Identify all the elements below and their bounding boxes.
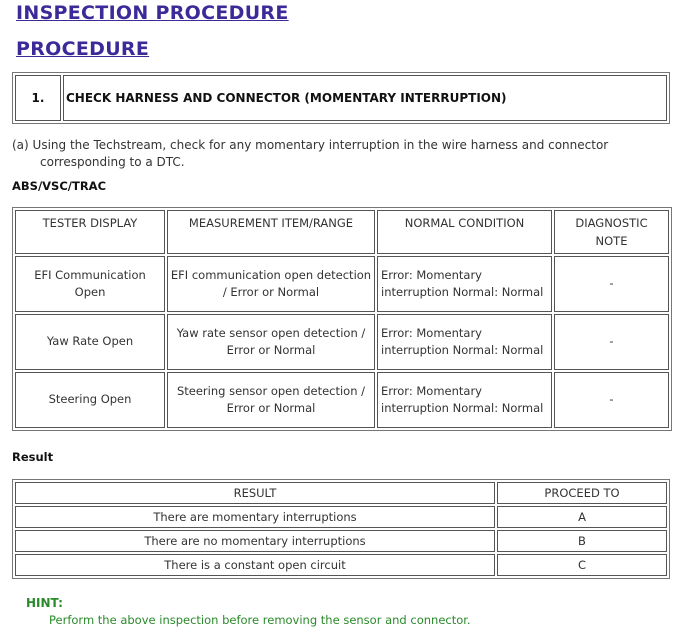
header-normal-condition: NORMAL CONDITION — [377, 210, 552, 254]
cell-note: - — [554, 256, 669, 312]
table-row — [15, 506, 667, 528]
result-table — [12, 479, 670, 579]
cell-display: EFI Communication Open — [15, 256, 165, 312]
hint-text: Perform the above inspection before removing the sensor and connector. — [49, 613, 471, 627]
cell-result: There is a constant open circuit — [15, 554, 495, 576]
cell-measurement: EFI communication open detection / Error or Normal — [167, 256, 375, 312]
cell-proceed: A — [497, 506, 667, 528]
cell-result: There are momentary interruptions — [15, 506, 495, 528]
cell-proceed: B — [497, 530, 667, 552]
inspection-procedure-heading: INSPECTION PROCEDURE — [16, 2, 289, 24]
hint-label: HINT: — [26, 596, 63, 610]
cell-normal: Error: Momentary interruption Normal: Normal — [377, 314, 552, 370]
cell-proceed: C — [497, 554, 667, 576]
cell-note: - — [554, 372, 669, 428]
step-title: CHECK HARNESS AND CONNECTOR (MOMENTARY INTERRUPTION) — [63, 75, 667, 121]
system-label: ABS/VSC/TRAC — [12, 179, 107, 193]
instruction-line-2: corresponding to a DTC. — [40, 155, 185, 169]
procedure-heading: PROCEDURE — [16, 38, 150, 60]
cell-normal: Error: Momentary interruption Normal: Normal — [377, 372, 552, 428]
table-row — [15, 530, 667, 552]
cell-measurement: Steering sensor open detection / Error or Normal — [167, 372, 375, 428]
header-measurement: MEASUREMENT ITEM/RANGE — [167, 210, 375, 254]
instruction-line-1: (a) Using the Techstream, check for any momentary interruption in the wire harness and connector — [12, 138, 609, 152]
table-row — [15, 372, 669, 428]
instruction-paragraph — [12, 137, 662, 171]
cell-note: - — [554, 314, 669, 370]
table-row — [15, 314, 669, 370]
step-number: 1. — [15, 75, 61, 121]
cell-display: Steering Open — [15, 372, 165, 428]
header-diagnostic-note: DIAGNOSTIC NOTE — [554, 210, 669, 254]
cell-display: Yaw Rate Open — [15, 314, 165, 370]
cell-result: There are no momentary interruptions — [15, 530, 495, 552]
result-label: Result — [12, 450, 54, 464]
tester-table — [12, 207, 672, 431]
header-result: RESULT — [15, 482, 495, 504]
header-proceed-to: PROCEED TO — [497, 482, 667, 504]
table-row — [15, 554, 667, 576]
step-table — [12, 72, 670, 124]
table-row — [15, 256, 669, 312]
cell-normal: Error: Momentary interruption Normal: Normal — [377, 256, 552, 312]
header-tester-display: TESTER DISPLAY — [15, 210, 165, 254]
cell-measurement: Yaw rate sensor open detection / Error or Normal — [167, 314, 375, 370]
